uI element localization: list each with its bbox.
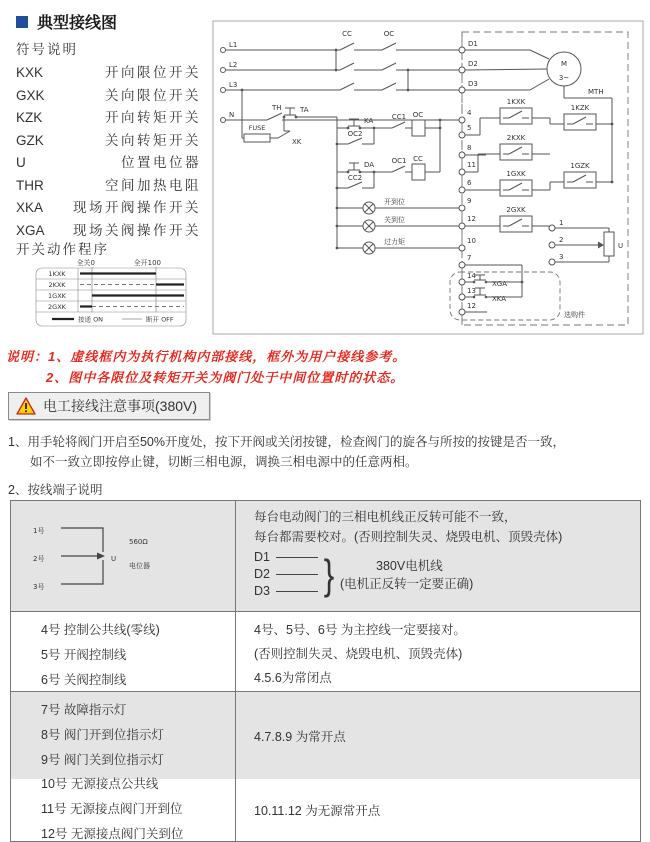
terminal-desc: 7号 故障指示灯 <box>41 703 127 717</box>
switch-program-chart <box>26 256 198 336</box>
wire-line <box>276 591 318 592</box>
warning-triangle-icon <box>16 397 36 415</box>
warning-box <box>8 392 210 420</box>
terminal-label: 12 <box>467 215 476 223</box>
legend-item <box>16 130 201 153</box>
label-oc-coil: OC <box>412 111 424 119</box>
label-lamp-torque: 过力矩 <box>384 238 405 246</box>
legend-desc: 现场关阀操作开关 <box>73 222 201 238</box>
terminal-label: 4 <box>467 109 472 117</box>
warning-text: 电工接线注意事项(380V) <box>43 398 198 414</box>
legend-on-label: 接通 ON <box>78 315 104 324</box>
label-2gxk: 2GXK <box>506 206 526 214</box>
legend-symbol: THR <box>16 177 44 193</box>
label-cc-coil: CC <box>413 155 423 163</box>
fuse-branch <box>241 89 337 146</box>
page-title-text: 典型接线图 <box>37 15 118 32</box>
label-lamp-close: 关到位 <box>384 216 405 224</box>
legend-desc: 关向转矩开关 <box>105 132 201 148</box>
pot-mini-diagram <box>23 510 223 602</box>
motor-warning-line-1: 每台电动阀门的三相电机线正反转可能不一致， <box>254 510 517 524</box>
cell-motor-wiring <box>236 501 640 611</box>
legend-symbol: XGA <box>16 222 45 238</box>
legend-item <box>16 152 201 175</box>
pot-ohm-label: 560Ω <box>129 538 148 546</box>
legend-symbol: GXK <box>16 87 45 103</box>
symbol-legend <box>16 38 201 242</box>
wire-line <box>276 557 318 558</box>
motor-terminals <box>254 549 318 600</box>
label-cc2: CC2 <box>347 174 363 182</box>
terminal-label: 5 <box>467 124 472 132</box>
motor-line-note: (电机正反转一定要正确) <box>340 576 474 591</box>
terminal-desc: 9号 阀门关到位指示灯 <box>41 753 164 767</box>
legend-item <box>16 175 201 198</box>
terminal-desc: 5号 开阀控制线 <box>41 648 127 662</box>
pot-terminal-label: 2 <box>559 236 564 244</box>
label-lamp-open: 开到位 <box>384 198 405 206</box>
table-row <box>11 691 640 765</box>
terminal-label: D1 <box>468 40 478 48</box>
label-da: DA <box>364 161 375 169</box>
legend-desc: 现场开阀操作开关 <box>73 200 201 215</box>
terminal-label: 11 <box>467 161 476 169</box>
terminal-label: 9 <box>467 197 472 205</box>
label-xka: XKA <box>492 295 507 303</box>
pot-terminal-1: 1号 <box>33 527 45 535</box>
pot-terminal-label: 1 <box>559 219 564 227</box>
terminal-desc: 10号 无源接点公共线 <box>41 777 159 791</box>
blue-square-bullet-icon <box>16 16 28 28</box>
pot-name-label: 电位器 <box>129 562 150 570</box>
indicator-note: 4.7.8.9 为常开点 <box>254 729 346 744</box>
label-fuse: FUSE <box>248 124 266 132</box>
terminal-table <box>10 500 641 842</box>
label-ta: TA <box>300 106 309 114</box>
pot-terminal-3: 3号 <box>33 583 45 591</box>
cell-dry-contact-note <box>236 766 640 842</box>
motor-phases: 3~ <box>558 74 570 82</box>
label-l2: L2 <box>229 61 238 69</box>
legend-item <box>16 107 201 130</box>
page-title <box>16 10 117 33</box>
terminal-label: 10 <box>467 237 476 245</box>
instruction-2: 2、按线端子说明 <box>8 483 103 497</box>
label-1kxk: 1KXK <box>506 98 526 106</box>
label-u: U <box>618 242 624 250</box>
legend-desc: 开向转矩开关 <box>105 110 201 125</box>
brace-glyph: } <box>323 550 335 598</box>
red-notes <box>6 346 406 388</box>
legend-item <box>16 62 201 85</box>
legend-item <box>16 85 201 108</box>
terminal-desc: 8号 阀门开到位指示灯 <box>41 728 164 742</box>
legend-off-label: 断开 OFF <box>146 315 174 324</box>
label-xk: XK <box>292 138 302 146</box>
instruction-1-line-1: 1、用手轮将阀门开启至50%开度处，按下开阀或关闭按键，检查阀门的旋各与所按的按键是否一致， <box>8 435 565 449</box>
switch-program-heading: 开关动作程序 <box>16 242 109 257</box>
legend-item <box>16 197 201 220</box>
terminal-desc: 4号 控制公共线(零线) <box>41 623 160 637</box>
label-optional: 选购件 <box>564 311 585 319</box>
label-oc: OC <box>383 30 395 38</box>
label-l3: L3 <box>229 81 238 89</box>
program-legend <box>52 315 174 324</box>
label-oc2: OC2 <box>347 130 363 138</box>
terminal-label: D3 <box>468 80 478 88</box>
terminal-desc: 6号 关阀控制线 <box>41 673 127 687</box>
instruction-1-line-2: 如不一致立即按停止键，切断三相电源，调换三相电源中的任意两相。 <box>30 455 418 469</box>
terminal-desc: 12号 无源接点阀门关到位 <box>41 827 184 841</box>
label-oc1: OC1 <box>391 157 407 165</box>
control-circuit <box>336 111 442 248</box>
motor-terminal-d2: D2 <box>254 567 270 581</box>
label-xga: XGA <box>492 280 508 288</box>
control-note: (否则控制失灵、烧毁电机、顶毁壳体) <box>254 647 463 661</box>
axis-open-label: 全开100 <box>133 259 161 267</box>
label-cc1: CC1 <box>391 113 407 121</box>
legend-symbol: KXK <box>16 65 44 80</box>
label-th: TH <box>272 104 282 112</box>
note-line-2: 2、图中各限位及转矩开关为阀门处于中间位置时的状态。 <box>46 370 405 385</box>
limit-torque-switches <box>465 98 613 232</box>
legend-symbol: XKA <box>16 200 44 215</box>
cell-control-notes <box>236 612 640 699</box>
legend-symbol: GZK <box>16 132 44 148</box>
legend-desc: 空间加热电阻 <box>105 177 201 193</box>
cell-pot-diagram <box>11 501 236 611</box>
program-row-label: 2GXK <box>48 303 66 311</box>
indicator-lamps <box>336 197 459 254</box>
table-row <box>11 765 640 841</box>
label-ka: KA <box>364 117 374 125</box>
motor-line-label: 380V电机线 <box>376 558 443 573</box>
cell-dry-contact-lines <box>11 766 236 842</box>
note-line-1: 说明：1、虚线框内为执行机构内部接线，框外为用户接线参考。 <box>6 349 407 364</box>
pot-u-label: U <box>111 555 117 563</box>
potentiometer <box>549 219 623 265</box>
label-1gzk: 1GZK <box>570 162 590 170</box>
dry-contact-note: 10.11.12 为无源常开点 <box>254 803 381 818</box>
terminal-label: 6 <box>467 179 472 187</box>
neutral-line <box>225 104 459 120</box>
terminal-label: 13 <box>467 287 476 295</box>
motor-warning-line-2: 每台都需要校对。(否则控制失灵、烧毁电机、顶毁壳体) <box>254 530 563 544</box>
wiring-diagram <box>212 20 644 335</box>
label-mth: MTH <box>588 88 604 96</box>
cell-control-lines <box>11 612 236 699</box>
control-note: 4.5.6为常闭点 <box>254 671 332 685</box>
program-row-label: 1KXK <box>48 270 66 278</box>
program-row-label: 2KXK <box>48 281 66 289</box>
legend-desc: 位置电位器 <box>121 155 201 170</box>
pot-terminal-label: 3 <box>559 253 564 261</box>
terminal-label: 12 <box>467 302 476 310</box>
terminal-label: 8 <box>467 144 472 152</box>
wire-line <box>276 574 318 575</box>
table-row <box>11 611 640 691</box>
instructions <box>8 432 644 500</box>
contactor-matrix <box>335 30 459 91</box>
label-2kxk: 2KXK <box>506 134 526 142</box>
motor-terminal-d3: D3 <box>254 584 270 598</box>
label-1kzk: 1KZK <box>570 104 590 112</box>
actuator-internal-dashed-box <box>462 32 628 325</box>
motor-letter: M <box>560 60 568 68</box>
label-cc: CC <box>342 30 352 38</box>
legend-symbol: KZK <box>16 110 43 125</box>
motor-terminal-d1: D1 <box>254 550 270 564</box>
terminal-desc: 11号 无源接点阀门开到位 <box>41 802 183 816</box>
terminal-label: 7 <box>467 254 472 262</box>
legend-desc: 关向限位开关 <box>105 87 201 103</box>
legend-heading: 符号说明 <box>16 42 78 57</box>
legend-desc: 开向限位开关 <box>105 65 201 80</box>
axis-closed-label: 全关0 <box>76 259 95 267</box>
legend-symbol: U <box>16 155 26 170</box>
label-l1: L1 <box>229 41 238 49</box>
table-row <box>11 501 640 611</box>
terminal-label: 14 <box>467 272 476 280</box>
label-1gxk: 1GXK <box>506 170 526 178</box>
program-row-label: 1GXK <box>48 292 66 300</box>
terminal-label: D2 <box>468 60 478 68</box>
control-note: 4号、5号、6号 为主控线一定要接对。 <box>254 623 466 637</box>
pot-terminal-2: 2号 <box>33 555 45 563</box>
label-n: N <box>229 111 235 119</box>
